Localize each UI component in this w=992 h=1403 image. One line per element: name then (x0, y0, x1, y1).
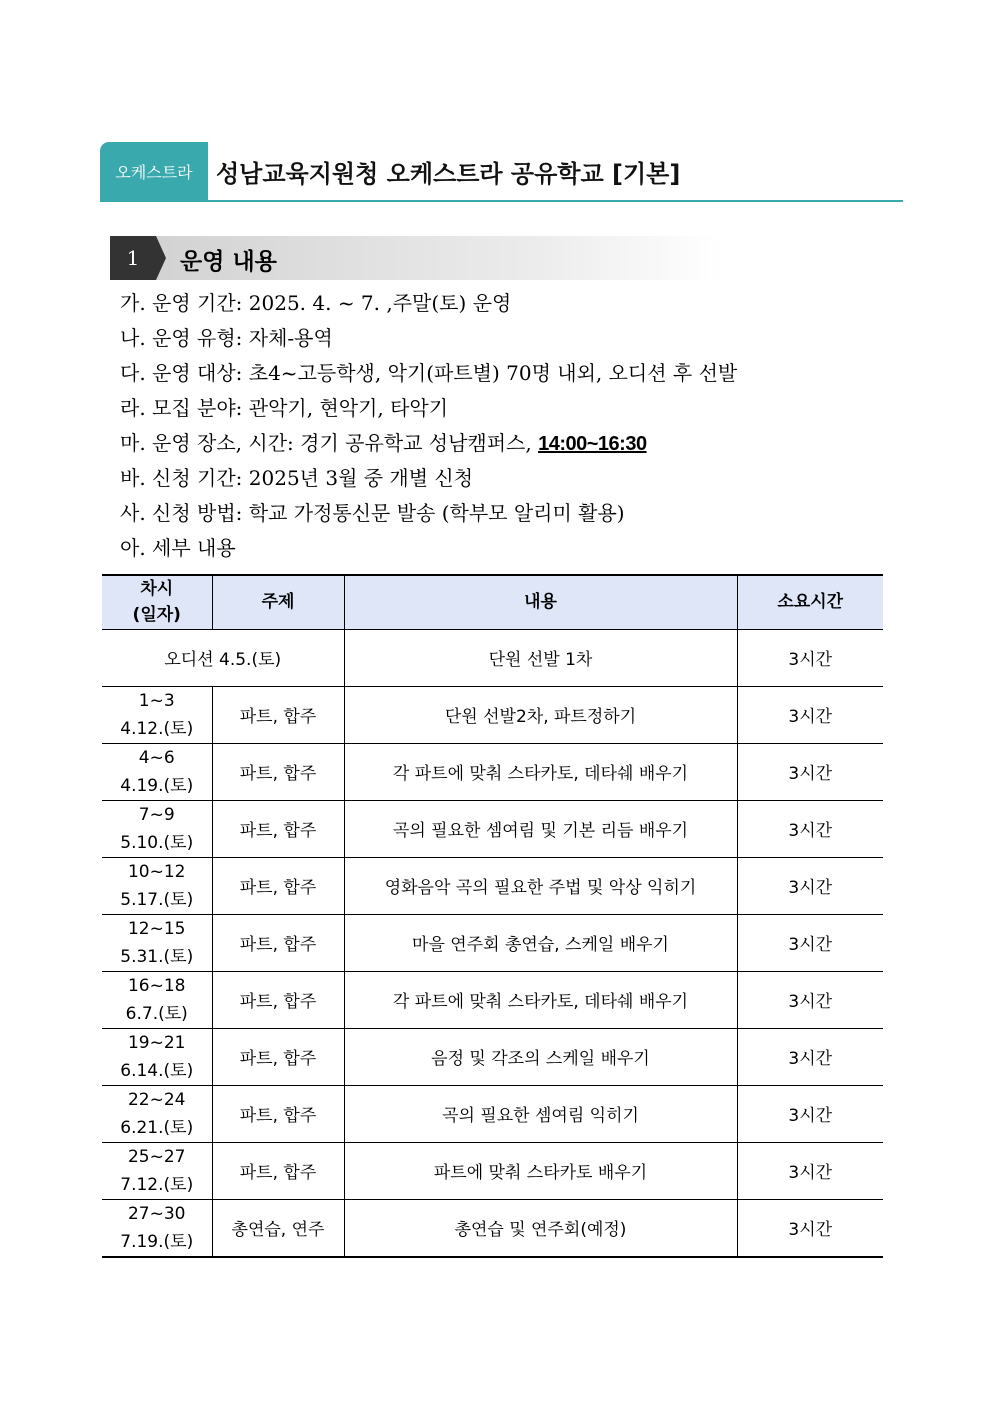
topic-cell: 파트, 합주 (212, 686, 344, 743)
header-time: 소요시간 (737, 575, 883, 629)
content-cell: 각 파트에 맞춰 스타카토, 데타쉐 배우기 (344, 971, 737, 1028)
time-cell: 3시간 (737, 1199, 883, 1257)
header-topic: 주제 (212, 575, 344, 629)
item-place-time (120, 426, 900, 461)
content-cell: 단원 선발2차, 파트정하기 (344, 686, 737, 743)
table-row (102, 1085, 883, 1142)
time-cell: 3시간 (737, 743, 883, 800)
table-row (102, 743, 883, 800)
content-cell: 각 파트에 맞춰 스타카토, 데타쉐 배우기 (344, 743, 737, 800)
session-cell: 22~24 6.21.(토) (102, 1085, 212, 1142)
session-cell: 16~18 6.7.(토) (102, 971, 212, 1028)
document-title: 성남교육지원청 오케스트라 공유학교 [기본] (216, 160, 681, 188)
session-cell: 1~3 4.12.(토) (102, 686, 212, 743)
section-title: 운영 내용 (180, 249, 277, 275)
time-cell: 3시간 (737, 1142, 883, 1199)
content-cell: 곡의 필요한 셈여림 및 기본 리듬 배우기 (344, 800, 737, 857)
audition-content: 단원 선발 1차 (344, 629, 737, 686)
table-header-row (102, 575, 883, 629)
time-cell: 3시간 (737, 857, 883, 914)
item-period: 가. 운영 기간: 2025. 4. ~ 7. ,주말(토) 운영 (120, 291, 512, 315)
time-cell: 3시간 (737, 686, 883, 743)
table-row (102, 857, 883, 914)
time-cell: 3시간 (737, 800, 883, 857)
item-fields: 라. 모집 분야: 관악기, 현악기, 타악기 (120, 396, 449, 420)
table-row (102, 686, 883, 743)
section-heading (110, 236, 722, 280)
time-cell: 3시간 (737, 971, 883, 1028)
table-row (102, 1142, 883, 1199)
item-target: 다. 운영 대상: 초4~고등학생, 악기(파트별) 70명 내외, 오디션 후 선발 (120, 361, 738, 385)
session-cell: 27~30 7.19.(토) (102, 1199, 212, 1257)
time-cell: 3시간 (737, 1028, 883, 1085)
topic-cell: 파트, 합주 (212, 743, 344, 800)
topic-cell: 파트, 합주 (212, 1085, 344, 1142)
table-row (102, 914, 883, 971)
table-row-audition (102, 629, 883, 686)
place-text: 마. 운영 장소, 시간: 경기 공유학교 성남캠퍼스, (120, 431, 539, 455)
content-cell: 총연습 및 연주회(예정) (344, 1199, 737, 1257)
item-type: 나. 운영 유형: 자체-용역 (120, 326, 333, 350)
section-arrow-decoration (156, 236, 166, 280)
time-cell: 3시간 (737, 914, 883, 971)
item-apply-method: 사. 신청 방법: 학교 가정통신문 발송 (학부모 알리미 활용) (120, 501, 625, 525)
session-cell: 12~15 5.31.(토) (102, 914, 212, 971)
session-cell: 4~6 4.19.(토) (102, 743, 212, 800)
table-row (102, 1199, 883, 1257)
session-cell: 7~9 5.10.(토) (102, 800, 212, 857)
topic-cell: 파트, 합주 (212, 800, 344, 857)
content-cell: 음정 및 각조의 스케일 배우기 (344, 1028, 737, 1085)
topic-cell: 파트, 합주 (212, 1142, 344, 1199)
topic-cell: 총연습, 연주 (212, 1199, 344, 1257)
topic-cell: 파트, 합주 (212, 971, 344, 1028)
session-cell: 19~21 6.14.(토) (102, 1028, 212, 1085)
audition-label: 오디션 4.5.(토) (102, 629, 344, 686)
audition-time: 3시간 (737, 629, 883, 686)
topic-cell: 파트, 합주 (212, 914, 344, 971)
header-session: 차시 (일자) (102, 575, 212, 629)
header-content: 내용 (344, 575, 737, 629)
table-row (102, 971, 883, 1028)
session-cell: 10~12 5.17.(토) (102, 857, 212, 914)
header-divider (100, 200, 903, 202)
topic-cell: 파트, 합주 (212, 1028, 344, 1085)
session-cell: 25~27 7.12.(토) (102, 1142, 212, 1199)
category-badge: 오케스트라 (100, 142, 208, 200)
item-apply-period: 바. 신청 기간: 2025년 3월 중 개별 신청 (120, 466, 474, 490)
schedule-table (102, 574, 883, 1258)
content-cell: 파트에 맞춰 스타카토 배우기 (344, 1142, 737, 1199)
content-cell: 영화음악 곡의 필요한 주법 및 악상 익히기 (344, 857, 737, 914)
table-row (102, 800, 883, 857)
topic-cell: 파트, 합주 (212, 857, 344, 914)
section-number: 1 (110, 236, 156, 280)
content-cell: 곡의 필요한 셈여림 익히기 (344, 1085, 737, 1142)
table-row (102, 1028, 883, 1085)
document-header (100, 142, 903, 204)
content-cell: 마을 연주회 총연습, 스케일 배우기 (344, 914, 737, 971)
operation-details-list (120, 286, 900, 566)
item-details: 아. 세부 내용 (120, 536, 236, 560)
place-time: 14:00~16:30 (538, 433, 647, 455)
time-cell: 3시간 (737, 1085, 883, 1142)
